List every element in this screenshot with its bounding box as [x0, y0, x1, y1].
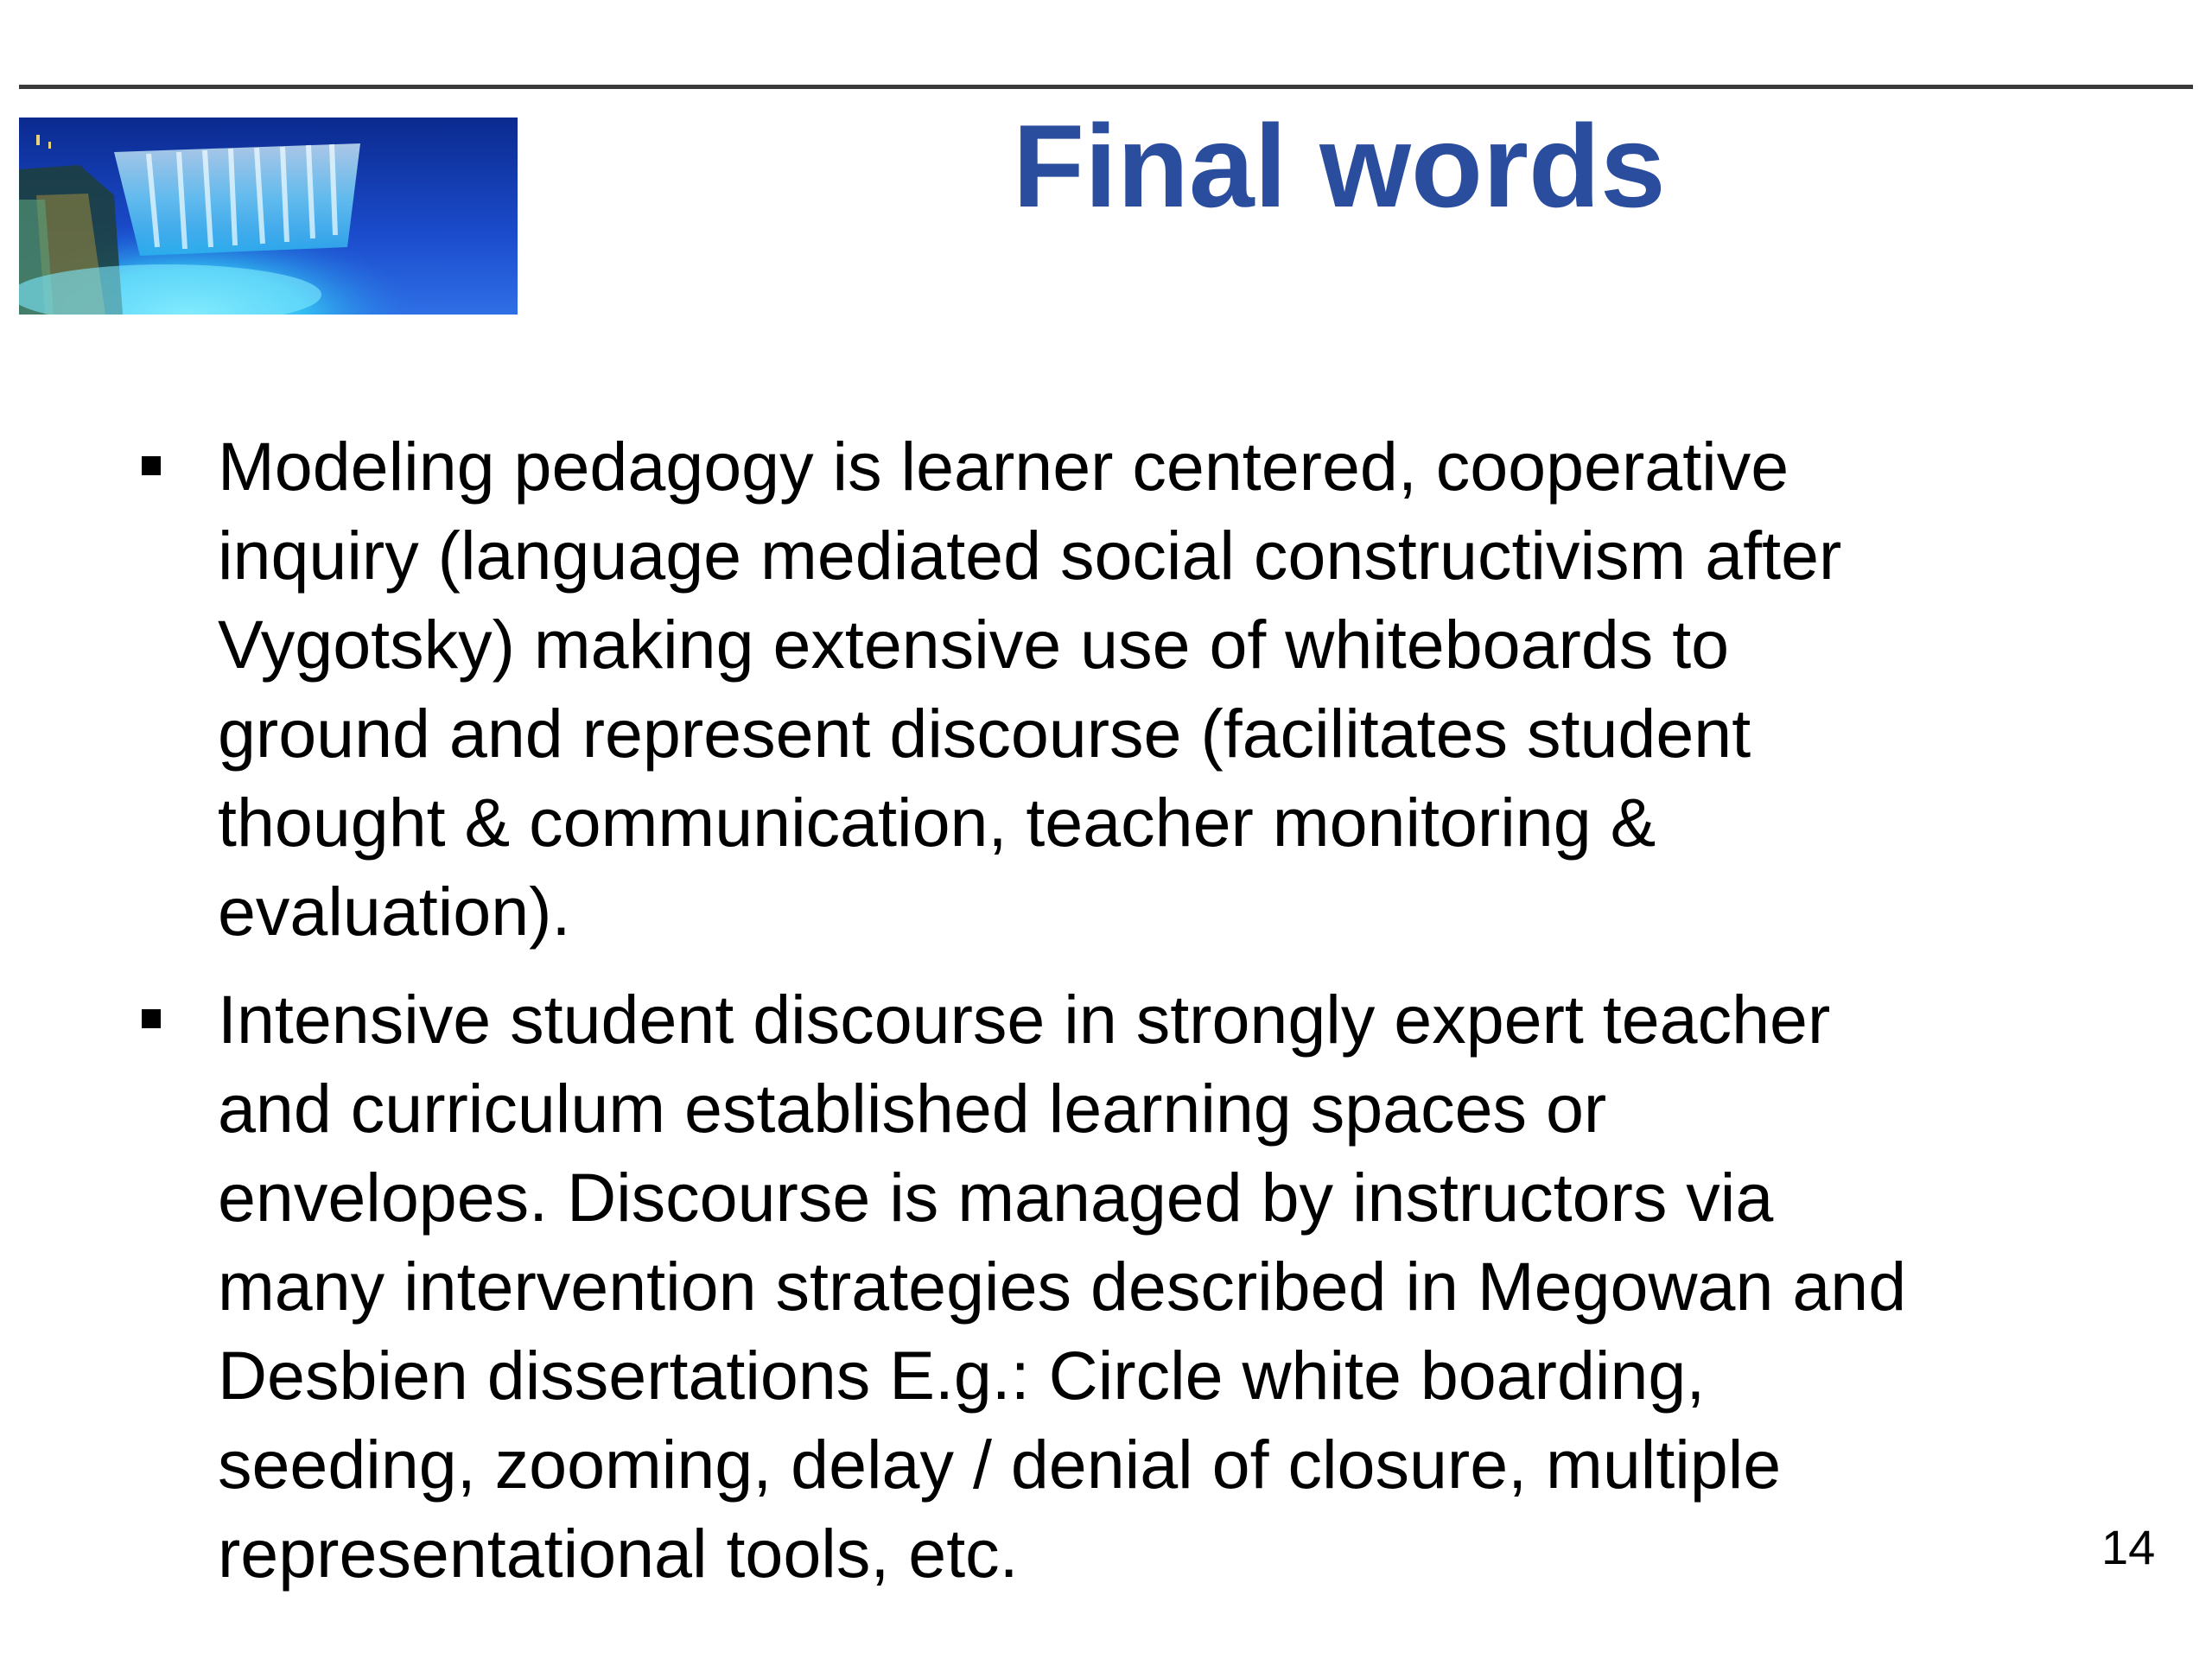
waterfall-photo: [19, 118, 518, 315]
page-number: 14: [2101, 1520, 2156, 1574]
bullet-text: Intensive student discourse in strongly expert teacher and curriculum established learning spaces or envelopes. Discourse is managed by instructors via many intervention strategies described in Megowan and Desbien dissertations E.g.: Circle white boarding, seeding, zooming, delay / denial of closure, multiple representational tools, etc.: [218, 981, 1907, 1592]
header-divider: [19, 85, 2193, 89]
square-bullet-icon: [142, 456, 161, 475]
square-bullet-icon: [142, 1009, 161, 1028]
bullet-item: [0, 975, 2162, 1598]
slide-title: Final words: [1013, 100, 1666, 232]
bullet-item: [0, 422, 2162, 956]
bullet-list: [0, 422, 2162, 1617]
bullet-text: Modeling pedagogy is learner centered, cooperative inquiry (language mediated social constructivism after Vygotsky) making extensive use of whiteboards to ground and represent discourse (facilitates student thought & communication, teacher monitoring & evaluation).: [218, 428, 1842, 950]
